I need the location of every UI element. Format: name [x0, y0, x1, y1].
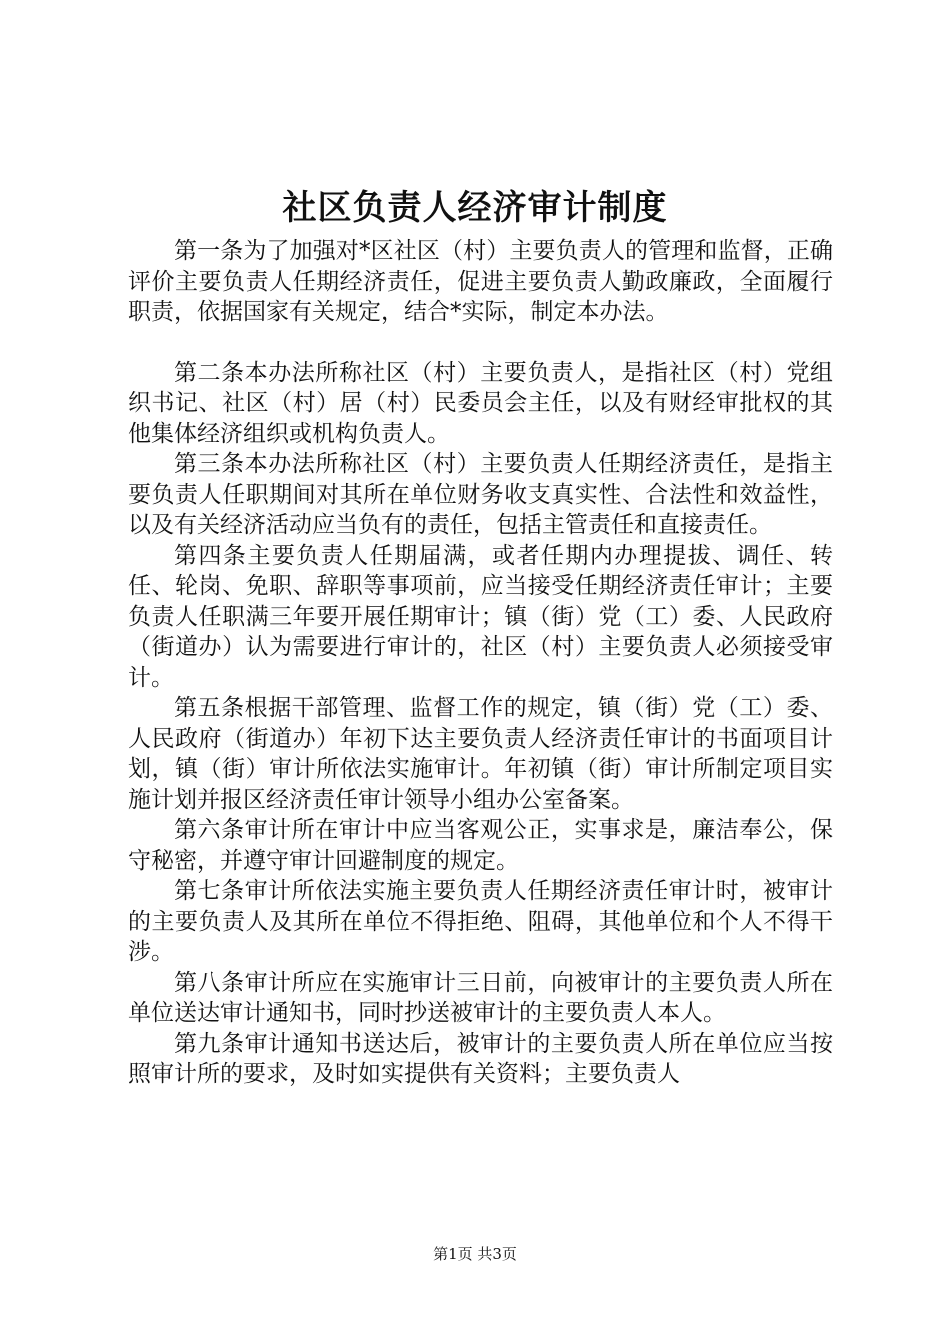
- document-title: 社区负责人经济审计制度: [282, 188, 668, 228]
- article-3-paragraph: 第三条本办法所称社区（村）主要负责人任期经济责任，是指主要负责人任职期间对其所在单位财务收支真实性、合法性和效益性，以及有关经济活动应当负有的责任，包括主管责任和直接责任。: [128, 451, 833, 538]
- article-6-paragraph: 第六条审计所在审计中应当客观公正，实事求是，廉洁奉公，保守秘密，并遵守审计回避制度的规定。: [128, 817, 833, 874]
- article-9-paragraph: 第九条审计通知书送达后，被审计的主要负责人所在单位应当按照审计所的要求，及时如实提供有关资料；主要负责人: [128, 1030, 833, 1087]
- article-8-paragraph: 第八条审计所应在实施审计三日前，向被审计的主要负责人所在单位送达审计通知书，同时抄送被审计的主要负责人本人。: [128, 969, 833, 1026]
- article-1-paragraph: 第一条为了加强对*区社区（村）主要负责人的管理和监督，正确评价主要负责人任期经济责任，促进主要负责人勤政廉政，全面履行职责，依据国家有关规定，结合*实际，制定本办法。: [128, 238, 833, 325]
- article-2-paragraph: 第二条本办法所称社区（村）主要负责人，是指社区（村）党组织书记、社区（村）居（村）民委员会主任，以及有财经审批权的其他集体经济组织或机构负责人。: [128, 359, 833, 447]
- article-4-paragraph: 第四条主要负责人任期届满，或者任期内办理提拔、调任、转任、轮岗、免职、辞职等事项前，应当接受任期经济责任审计；主要负责人任职满三年要开展任期审计；镇（街）党（工）委、人民政府（街道办）认为需要进行审计的，社区（村）主要负责人必须接受审计。: [128, 542, 833, 691]
- article-7-paragraph: 第七条审计所依法实施主要负责人任期经济责任审计时，被审计的主要负责人及其所在单位不得拒绝、阻碍，其他单位和个人不得干涉。: [128, 878, 833, 965]
- article-5-paragraph: 第五条根据干部管理、监督工作的规定，镇（街）党（工）委、人民政府（街道办）年初下达主要负责人经济责任审计的书面项目计划，镇（街）审计所依法实施审计。年初镇（街）审计所制定项目实施计划并报区经济责任审计领导小组办公室备案。: [128, 695, 833, 813]
- page-number-footer: 第1页 共3页: [433, 1245, 517, 1263]
- document-body: [128, 236, 833, 1090]
